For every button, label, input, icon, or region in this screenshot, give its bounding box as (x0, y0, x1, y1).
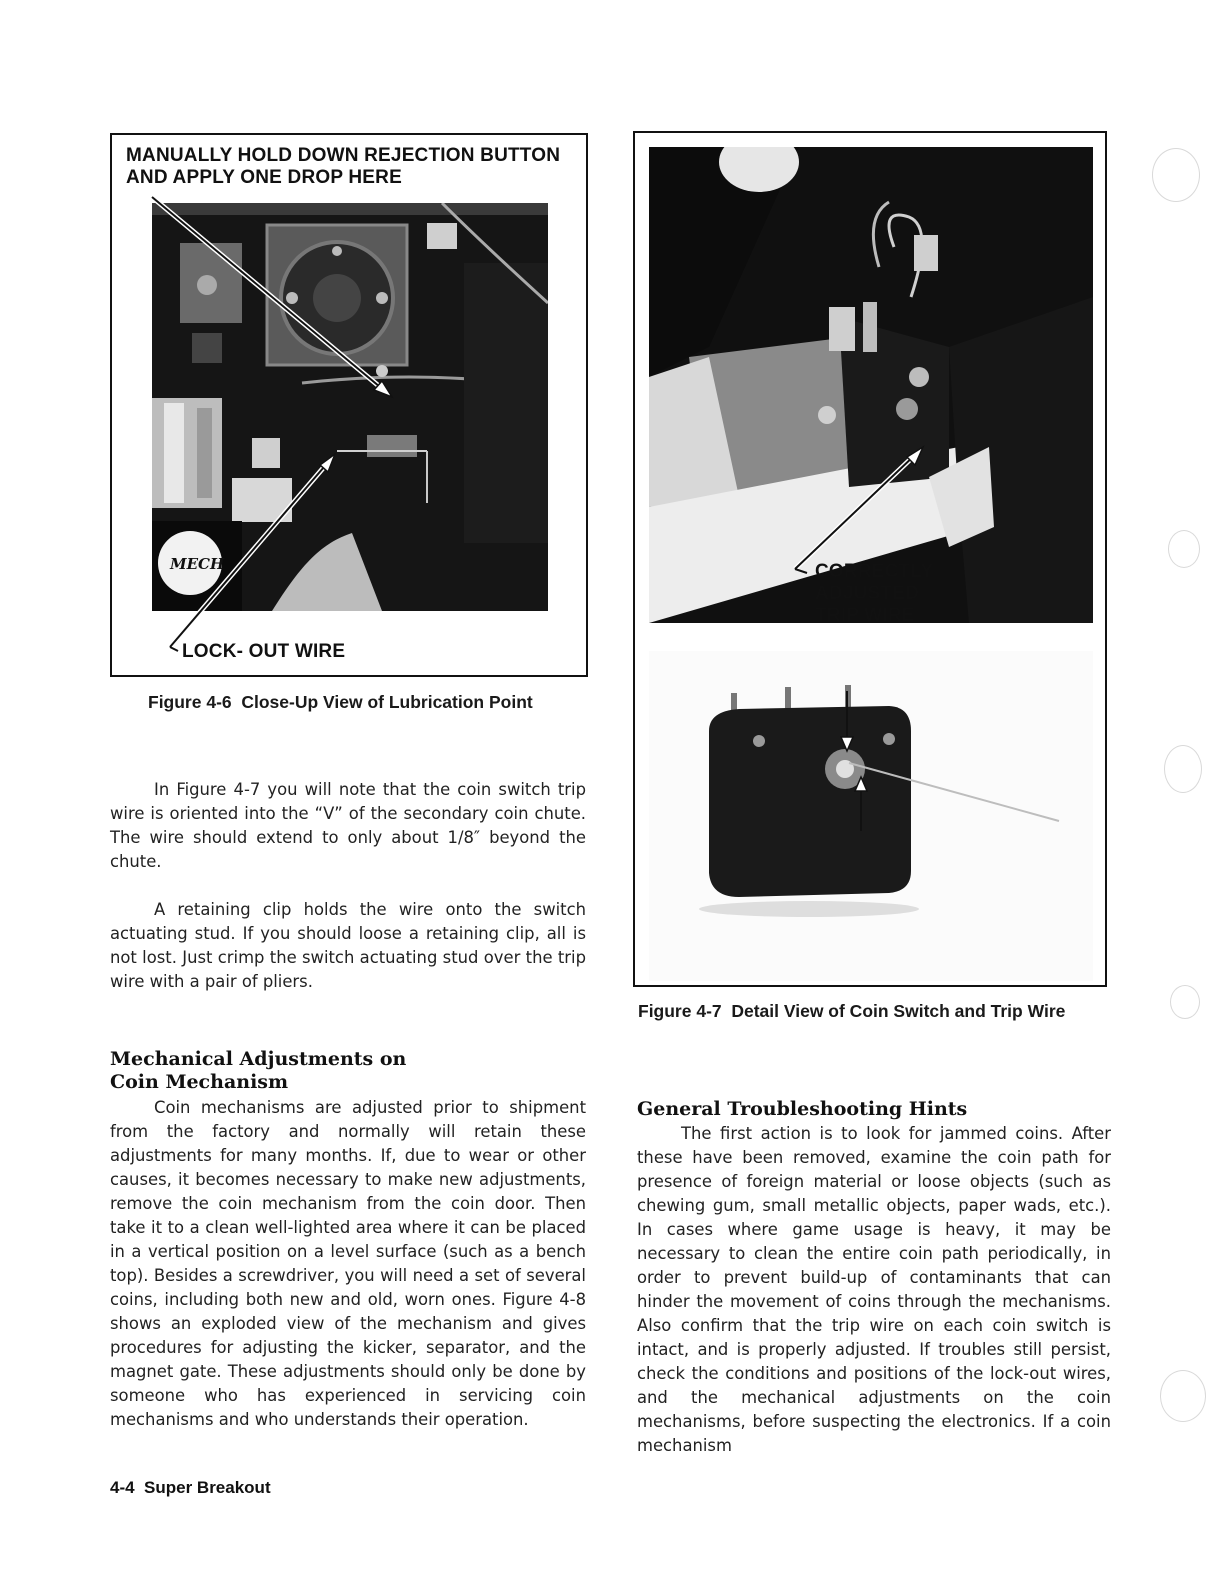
general-troubleshooting-heading: General Troubleshooting Hints (637, 1098, 968, 1120)
paragraph-trip-wire-orientation: In Figure 4-7 you will note that the coin switch trip wire is oriented into the “V” of the secondary coin chute. The wire should extend to only about 1/8″ beyond the chute. (110, 780, 586, 871)
punch-hole-2 (1168, 530, 1200, 568)
figure-4-6-leader-lines (112, 135, 590, 679)
figure-4-7-callout: CORRECTLY ADJUSTED TRIP WIRE (815, 561, 933, 626)
heading-line-1: Mechanical Adjustments on (110, 1048, 407, 1070)
figure-4-7 (633, 131, 1107, 987)
troubleshooting-heading-wrap (637, 1098, 1111, 1121)
figure-4-6-bottom-callout: LOCK- OUT WIRE (182, 641, 346, 662)
figure-4-6-top-callout: MANUALLY HOLD DOWN REJECTION BUTTON AND APPLY ONE DROP HERE (126, 145, 561, 188)
paragraph-coin-mechanism-adjustments: Coin mechanisms are adjusted prior to shipment from the factory and normally will retain these adjustments for many months. If, due to wear or other causes, it becomes necessary to make new adjustments, remove the coin mechanism from the coin door. Then take it to a clean well-lighted area where it can be placed in a vertical position on a level surface (such as a bench top). Besides a screwdriver, you will need a set of several coins, including both new and old, worn ones. Figure 4-8 shows an exploded view of the mechanism and gives procedures for adjusting the kicker, separator, and the magnet gate. These adjustments should only be done by someone who has experienced in servicing coin mechanisms and who understands their operation. (110, 1098, 586, 1429)
page-footer: 4-4 Super Breakout (110, 1478, 271, 1497)
figure-4-7-lower-photo (649, 651, 1093, 981)
heading-line-2: Coin Mechanism (110, 1071, 289, 1093)
figure-4-6 (110, 133, 588, 677)
punch-hole-3 (1164, 745, 1202, 793)
punch-hole-5 (1160, 1370, 1206, 1422)
right-para (637, 1122, 1111, 1458)
paragraph-retaining-clip: A retaining clip holds the wire onto the switch actuating stud. If you should loose a retaining clip, all is not lost. Just crimp the switch actuating stud over the trip wire with a pair of pliers. (110, 900, 586, 991)
left-para-1 (110, 778, 586, 874)
mech-label-text: MECH (170, 555, 225, 573)
figure-4-6-caption: Figure 4-6 Close-Up View of Lubrication Point (148, 692, 533, 712)
left-para-3 (110, 1096, 586, 1432)
punch-hole-4 (1170, 985, 1200, 1019)
punch-hole-1 (1152, 148, 1200, 202)
figure-4-7-caption: Figure 4-7 Detail View of Coin Switch and Trip Wire (638, 1001, 1066, 1021)
coin-switch-photo (649, 651, 1093, 981)
paragraph-troubleshooting: The first action is to look for jammed coins. After these have been removed, examine the coin path for presence of foreign material or loose objects (such as chewing gum, small metallic objects, paper wads, etc.). In cases where game usage is heavy, it may be necessary to clean the entire coin path periodically, in order to prevent build-up of contaminants that can hinder the movement of coins through the mechanisms. Also confirm that the trip wire on each coin switch is intact, and is properly adjusted. If troubles still persist, check the conditions and positions of the lock-out wires, and the mechanical adjustments on the coin mechanisms, before suspecting the electronics. If a coin mechanism (637, 1124, 1111, 1455)
left-para-2 (110, 898, 586, 994)
mechanical-adjustments-heading (110, 1048, 586, 1094)
